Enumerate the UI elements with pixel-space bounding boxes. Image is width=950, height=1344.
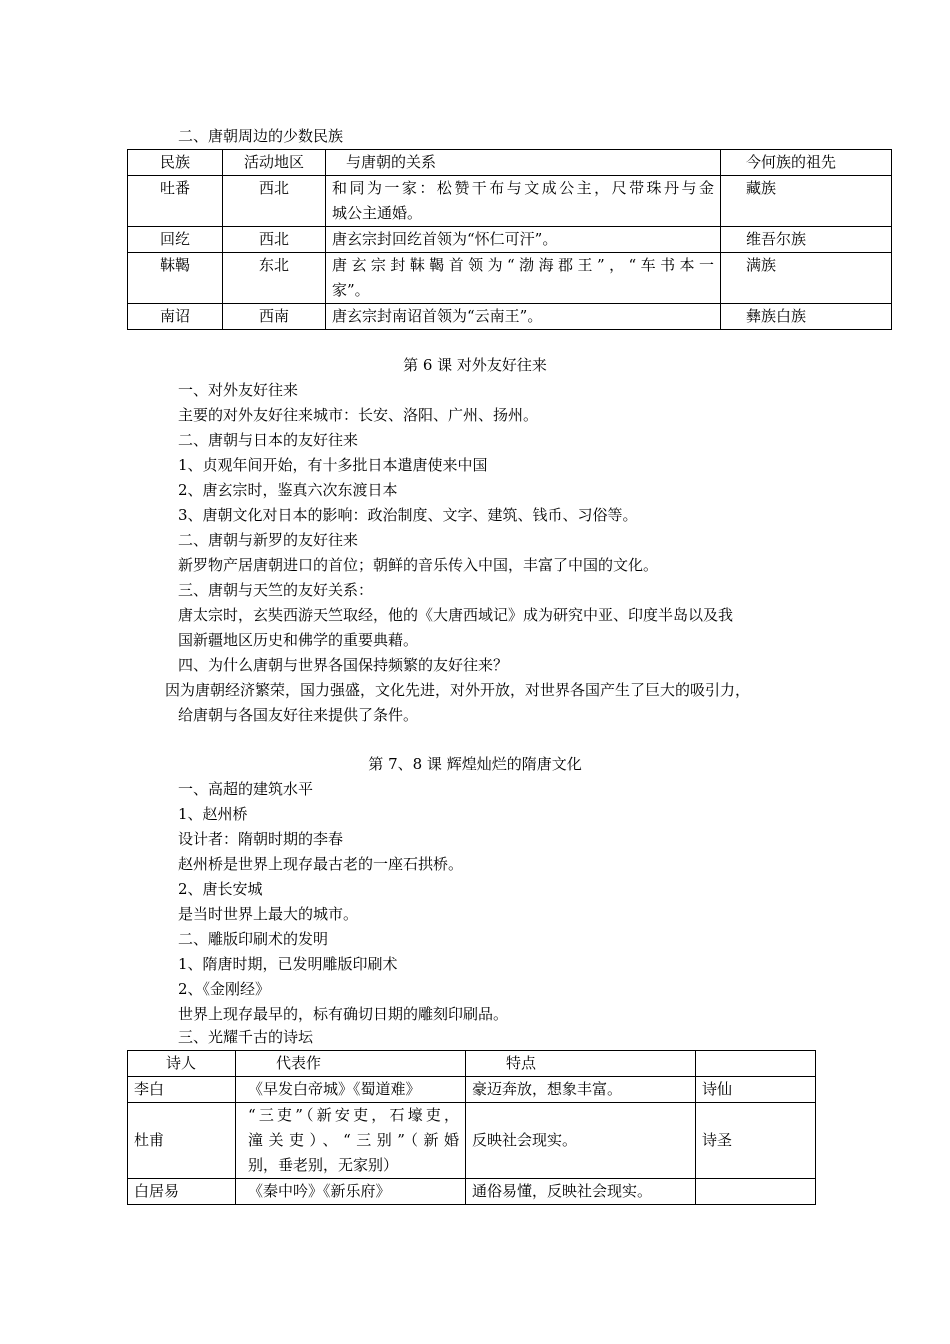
table-row (128, 1077, 816, 1103)
paragraph: 2、《金刚经》 (178, 980, 271, 998)
paragraph: 1、赵州桥 (178, 805, 248, 823)
works-cell: 《早发白帝城》《蜀道难》 (236, 1077, 466, 1103)
descendant-cell: 维吾尔族 (721, 227, 892, 253)
relation-cell: 唐玄宗封靺鞨首领为“渤海郡王”，“车书本一 家”。 (326, 253, 721, 304)
paragraph: 给唐朝与各国友好往来提供了条件。 (178, 706, 419, 724)
column-header: 诗人 (128, 1051, 236, 1077)
paragraph: 世界上现存最早的，标有确切日期的雕刻印刷品。 (178, 1005, 509, 1023)
paragraph: 因为唐朝经济繁荣，国力强盛，文化先进，对外开放，对世界各国产生了巨大的吸引力， (165, 681, 751, 699)
relation-cell: 唐玄宗封南诏首领为“云南王”。 (326, 304, 721, 330)
column-header: 代表作 (236, 1051, 466, 1077)
table-row (128, 253, 892, 304)
paragraph: 是当时世界上最大的城市。 (178, 905, 359, 923)
section-heading: 二、唐朝与新罗的友好往来 (178, 531, 359, 549)
region-cell: 西南 (223, 304, 326, 330)
region-cell: 东北 (223, 253, 326, 304)
column-header: 民族 (128, 150, 223, 176)
section-heading: 一、对外友好往来 (178, 381, 299, 399)
column-header: 特点 (466, 1051, 696, 1077)
paragraph: 赵州桥是世界上现存最古老的一座石拱桥。 (178, 855, 464, 873)
feature-cell: 通俗易懂，反映社会现实。 (466, 1179, 696, 1205)
section-heading: 二、唐朝周边的少数民族 (178, 127, 344, 145)
paragraph: 主要的对外友好往来城市：长安、洛阳、广州、扬州。 (178, 406, 539, 424)
people-cell: 南诏 (128, 304, 223, 330)
paragraph: 唐太宗时，玄奘西游天竺取经，他的《大唐西域记》成为研究中亚、印度半岛以及我 (178, 606, 734, 624)
descendant-cell: 彝族白族 (721, 304, 892, 330)
relation-cell: 和同为一家：松赞干布与文成公主，尺带珠丹与金 城公主通婚。 (326, 176, 721, 227)
column-header: 活动地区 (223, 150, 326, 176)
table-row (128, 304, 892, 330)
descendant-cell: 藏族 (721, 176, 892, 227)
paragraph: 1、贞观年间开始，有十多批日本遣唐使来中国 (178, 456, 488, 474)
people-cell: 吐番 (128, 176, 223, 227)
column-header (696, 1051, 816, 1077)
table-row (128, 1103, 816, 1179)
people-cell: 回纥 (128, 227, 223, 253)
table-row (128, 1179, 816, 1205)
feature-cell: 反映社会现实。 (466, 1103, 696, 1179)
region-cell: 西北 (223, 227, 326, 253)
paragraph: 国新疆地区历史和佛学的重要典藉。 (178, 631, 419, 649)
feature-cell: 豪迈奔放，想象丰富。 (466, 1077, 696, 1103)
poets-table (127, 1050, 816, 1205)
table-row (128, 227, 892, 253)
works-cell: “三吏”（新安吏，石壕吏， 潼关吏）、“三别”（新婚 别，垂老别，无家别） (236, 1103, 466, 1179)
section-heading: 三、唐朝与天竺的友好关系： (178, 581, 374, 599)
honorific-cell (696, 1179, 816, 1205)
paragraph: 3、唐朝文化对日本的影响：政治制度、文字、建筑、钱币、习俗等。 (178, 506, 638, 524)
lesson-title: 第 6 课 对外友好往来 (403, 356, 547, 374)
column-header: 与唐朝的关系 (326, 150, 721, 176)
section-heading: 二、唐朝与日本的友好往来 (178, 431, 359, 449)
descendant-cell: 满族 (721, 253, 892, 304)
paragraph: 新罗物产居唐朝进口的首位；朝鲜的音乐传入中国，丰富了中国的文化。 (178, 556, 659, 574)
poet-cell: 杜甫 (128, 1103, 236, 1179)
works-cell: 《秦中吟》《新乐府》 (236, 1179, 466, 1205)
paragraph: 2、唐长安城 (178, 880, 263, 898)
column-header: 今何族的祖先 (721, 150, 892, 176)
relation-cell: 唐玄宗封回纥首领为“怀仁可汗”。 (326, 227, 721, 253)
region-cell: 西北 (223, 176, 326, 227)
honorific-cell: 诗仙 (696, 1077, 816, 1103)
section-heading: 一、高超的建筑水平 (178, 780, 314, 798)
paragraph: 设计者：隋朝时期的李春 (178, 830, 344, 848)
paragraph: 1、隋唐时期，已发明雕版印刷术 (178, 955, 398, 973)
table-header-row (128, 1051, 816, 1077)
poet-cell: 李白 (128, 1077, 236, 1103)
people-cell: 靺鞨 (128, 253, 223, 304)
table-header-row (128, 150, 892, 176)
section-heading: 四、为什么唐朝与世界各国保持频繁的友好往来？ (178, 656, 509, 674)
honorific-cell: 诗圣 (696, 1103, 816, 1179)
table-row (128, 176, 892, 227)
section-heading: 二、雕版印刷术的发明 (178, 930, 329, 948)
lesson-title: 第 7、8 课 辉煌灿烂的隋唐文化 (368, 755, 582, 773)
section-heading: 三、光耀千古的诗坛 (178, 1028, 314, 1046)
paragraph: 2、唐玄宗时，鉴真六次东渡日本 (178, 481, 398, 499)
minority-peoples-table (127, 149, 892, 330)
poet-cell: 白居易 (128, 1179, 236, 1205)
